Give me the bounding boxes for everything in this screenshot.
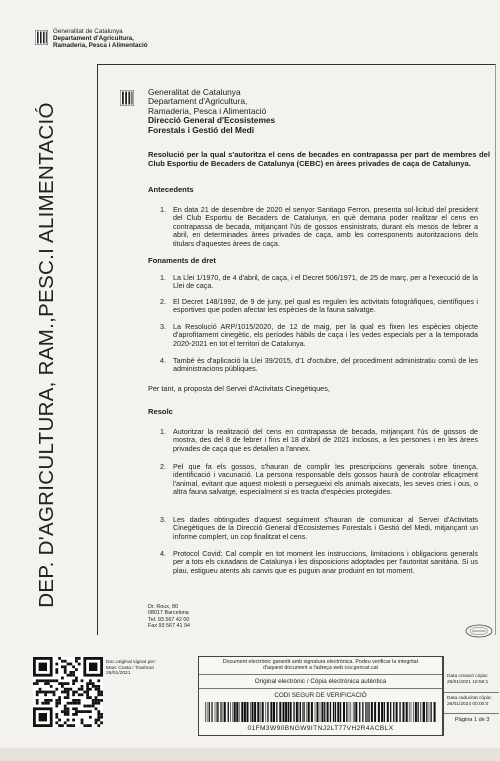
qr-code-icon[interactable]	[33, 657, 103, 727]
expiry-value: 26/01/2024 00:00:0	[447, 702, 489, 707]
item-number: 4.	[160, 356, 166, 365]
dept-line-5: Forestals i Gestió del Medi	[148, 124, 255, 135]
item-text: La Resolució ARP/1015/2020, de 12 de maig, per la qual es fixen les espècies objecte d'aprofitament cinegètic, els períodes hàbils de caça i les vedes especials per a la temporada 2020-2021 en tot el territori de Catalunya.	[173, 322, 478, 348]
item-number: 1.	[160, 427, 166, 436]
item-number: 2.	[160, 462, 166, 471]
resolc-item	[160, 550, 478, 575]
dept-line-4: Direcció General d'Ecosistemes	[148, 115, 276, 126]
created-value: 26/01/2021 16:59:1	[447, 680, 489, 685]
resolc-heading: Resolc	[148, 407, 173, 416]
verification-code: 01FM3W90BNGW9ITNJ2LT77VH2R4ACBLX	[247, 725, 394, 732]
generalitat-logo-icon	[35, 30, 48, 45]
created-label: Data creació còpia:	[447, 674, 489, 679]
dept-line-2: Departament d'Agricultura,	[148, 96, 248, 107]
stamp-line-2: Departament d'Agricultura,	[53, 35, 134, 43]
original-copy-label: Original electrònic / Còpia electrònica autèntica	[254, 678, 387, 685]
item-text: En data 21 de desembre de 2020 el senyor Santiago Ferron, presenta sol·licitud del president del Club Esportiu de Becaders de Catalunya, en què demana poder realitzar el cens en contrapassa de becada, mitjançant l'ús de gossos ensinistrats, durant els mesos de febrer a abril, en determinades àrees privades de caça, amb les corresponents autoritzacions dels titulars d'aquestes àrees de caça.	[173, 205, 478, 248]
divider	[444, 692, 499, 693]
divider	[444, 713, 499, 714]
registry-seal-icon	[464, 624, 494, 638]
fonament-item	[160, 274, 478, 291]
scan-edge	[0, 748, 500, 761]
item-text: Autoritzar la realització del cens en contrapassa de becada, mitjançant l'ús de gossos de mostra, des del 8 de febrer i fins el 18 d'abril de 2021 inclosos, a les persones i en les àrees privades de caça que es detallen a l'annex.	[173, 427, 478, 453]
item-number: 3.	[160, 322, 166, 331]
address-line: Dr. Roux, 80	[148, 604, 178, 610]
item-number: 3.	[160, 515, 166, 524]
signature-line: Doc.original signat per:	[106, 660, 157, 665]
signature-line: Marc Costa i Trashout	[106, 665, 154, 671]
resolution-title: Resolució per la qual s'autoritza el cens de becades en contrapassa per part de membres del Club Esportiu de Becaders de Catalunya (CEBC) en àrees privades de caça de Catalunya.	[148, 150, 490, 168]
expiry-label: Data caducitat còpia:	[447, 696, 492, 701]
generalitat-logo-icon	[120, 90, 134, 106]
fonament-item	[160, 323, 478, 348]
item-text: Protocol Covid: Cal complir en tot moment les instruccions, limitacions i obligacions generals per a tots els ciutadans de Catalunya i les disposicions adoptades per l'autoritat sanitària. Si us plau, estigueu atents als canvis que es puguin anar produint en tot moment.	[173, 549, 478, 575]
fonament-item	[160, 298, 478, 315]
verification-notice-line: Document electrònic garantit amb signatura electrònica. Podeu verificar la integritat	[222, 659, 419, 665]
item-text: També és d'aplicació la Llei 39/2015, d'1 d'octubre, del procediment administratiu comú de les administracions públiques.	[173, 356, 478, 374]
fonament-item	[160, 357, 478, 374]
stamp-line-1: Generalitat de Catalunya	[53, 28, 123, 35]
page-number: Pàgina 1 de 3	[455, 717, 490, 723]
item-text: Les dades obtingudes d'aquest seguiment s'hauran de comunicar al Servei d'Activitats Cinegètiques de la Direcció General d'Ecosistemes Forestals i Gestió del Medi, mitjançant un informe complert, un cop finalitzat el cens.	[173, 515, 478, 541]
signature-info	[106, 660, 156, 677]
dept-line-1: Generalitat de Catalunya	[148, 87, 241, 97]
copy-dates	[443, 656, 498, 736]
conclusion-text: Per tant, a proposta del Servei d'Activitats Cinegètiques,	[148, 384, 330, 393]
item-number: 1.	[160, 205, 166, 214]
antecedent-item	[160, 206, 478, 248]
resolc-item	[160, 516, 478, 541]
dept-line-3: Ramaderia, Pesca i Alimentació	[148, 105, 267, 116]
item-number: 2.	[160, 297, 166, 306]
item-text: Pel que fa els gossos, s'hauran de complir les prescripcions generals sobre tinença, identificació i vacunació. La persona responsable dels gossos haurà de controlar eficaçment l'animal, evitant que aquest molesti o persegueixi els animals aixecats, les seves cries i ous, o altra fauna salvatge, especialment si es tracta d'espècies protegides.	[173, 462, 478, 497]
stamp-header	[53, 28, 148, 50]
resolc-item	[160, 428, 478, 453]
fonaments-heading: Fonaments de dret	[148, 256, 216, 265]
signature-line: 26/01/2021	[106, 671, 131, 677]
resolc-item	[160, 463, 478, 497]
divider	[199, 674, 442, 675]
department-header	[148, 88, 275, 135]
item-text: El Decret 148/1992, de 9 de juny, pel qual es regulen les activitats fotogràfiques, científiques i esportives que poden afectar les espècies de la fauna salvatge.	[173, 297, 478, 315]
side-label: DEP. D'AGRICULTURA, RAM.,PESC.I ALIMENTACIÓ	[35, 102, 58, 608]
side-label-area	[22, 60, 72, 650]
barcode-icon	[205, 702, 437, 722]
item-number: 4.	[160, 549, 166, 558]
item-number: 1.	[160, 273, 166, 282]
verification-box	[198, 656, 443, 736]
address-line: 08017 Barcelona	[148, 610, 189, 617]
divider	[199, 688, 442, 689]
item-text: La Llei 1/1970, de 4 d'abril, de caça, i el Decret 506/1971, de 25 de març, per a l'execució de la Llei de caça.	[173, 273, 478, 291]
address-line: Tel. 93 567 42 00	[148, 616, 190, 623]
stamp-line-3: Ramaderia, Pesca i Alimentació	[53, 42, 148, 50]
antecedents-heading: Antecedents	[148, 185, 194, 194]
csv-label: CODI SEGUR DE VERIFICACIÓ	[274, 692, 367, 699]
verification-url-line[interactable]: d'aquest document a l'adreça web csv.gencat.cat	[263, 665, 378, 671]
address-line: Fax 93 567 41 94	[148, 622, 190, 629]
office-address	[148, 604, 190, 629]
